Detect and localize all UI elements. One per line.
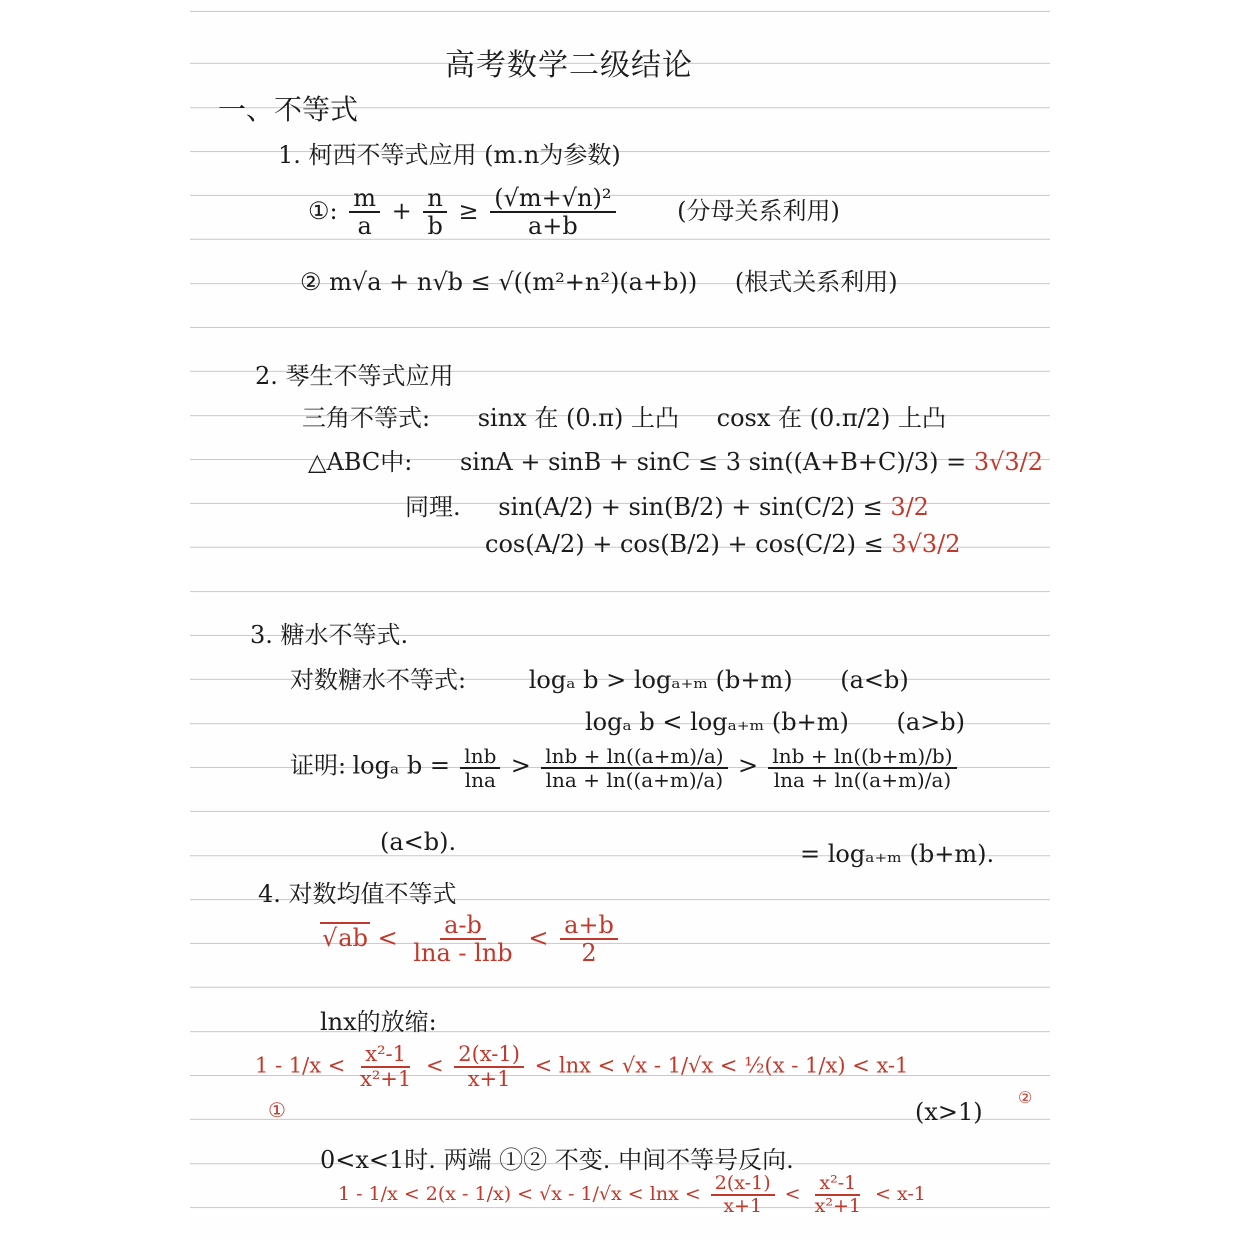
frac-num: 2(x-1) bbox=[711, 1173, 775, 1196]
circled-one-marker: ① bbox=[268, 1098, 286, 1122]
section-inequalities-label: 一、不等式 bbox=[218, 93, 359, 126]
frac-den: x²+1 bbox=[360, 1067, 412, 1092]
frac-den: b bbox=[427, 212, 443, 241]
frac-num: n bbox=[423, 185, 446, 213]
frac-num: lnb + ln((a+m)/a) bbox=[541, 745, 727, 769]
frac-num: lnb + ln((b+m)/b) bbox=[768, 745, 956, 769]
fraction-2xm1-xp1 bbox=[454, 1043, 524, 1091]
gt-sign: > bbox=[510, 751, 531, 780]
frac-den: lna + ln((a+m)/a) bbox=[545, 768, 724, 792]
proof-condition: (a<b). bbox=[380, 828, 457, 856]
triangle-label: △ABC中: bbox=[308, 448, 413, 476]
half-angle-cos-row bbox=[485, 530, 961, 558]
lnx-chain-2 bbox=[338, 1173, 926, 1217]
fraction-arith-mean bbox=[560, 912, 618, 967]
page-title: 高考数学二级结论 bbox=[445, 48, 693, 83]
reverse-note: 0<x<1时. 两端 ①② 不变. 中间不等号反向. bbox=[320, 1146, 794, 1174]
ge-sign: ≥ bbox=[458, 196, 479, 225]
sqrt-ab: √ ab bbox=[320, 922, 370, 952]
frac-den: 2 bbox=[581, 939, 597, 968]
cauchy-formula-2 bbox=[300, 262, 898, 297]
frac-num: a+b bbox=[560, 912, 618, 940]
half-cos-max: 3√3/2 bbox=[891, 530, 961, 558]
lnx-scaling-label: lnx的放缩: bbox=[320, 1008, 437, 1036]
lt-sign: < bbox=[784, 1182, 801, 1205]
frac-den: a+b bbox=[527, 212, 578, 241]
proof-row bbox=[290, 745, 961, 791]
circled-two-marker: ② bbox=[1018, 1088, 1033, 1107]
frac-den: lna - lnb bbox=[413, 939, 513, 968]
frac-den: x²+1 bbox=[814, 1194, 861, 1217]
cauchy-heading: 1. 柯西不等式应用 (m.n为参数) bbox=[278, 141, 621, 169]
fraction-x2m1-x2p1-b bbox=[811, 1173, 865, 1217]
cos-concave: cosx 在 (0.π/2) 上凸 bbox=[716, 404, 947, 432]
frac-num: 2(x-1) bbox=[454, 1043, 524, 1068]
lt-sign: < bbox=[377, 923, 398, 952]
frac-num: (√m+√n)² bbox=[490, 185, 615, 213]
fraction-cauchy-rhs bbox=[490, 185, 615, 240]
gt-sign: > bbox=[737, 751, 759, 780]
denominator-note: (分母关系利用) bbox=[677, 196, 840, 225]
formula-2-expr: m√a + n√b ≤ √((m²+n²)(a+b)) bbox=[329, 268, 698, 296]
fraction-m-over-a bbox=[349, 185, 380, 240]
sugar-water-heading: 3. 糖水不等式. bbox=[250, 621, 409, 649]
log-sugar-ineq-2: logₐ b < logₐ₊ₘ (b+m) bbox=[585, 708, 849, 736]
triangle-row bbox=[308, 442, 1043, 477]
frac-den: lna + ln((a+m)/a) bbox=[773, 768, 952, 792]
circled-two-label: ② bbox=[300, 268, 322, 296]
chain1-right: < lnx < √x - 1/√x < ½(x - 1/x) < x-1 bbox=[534, 1053, 909, 1078]
half-cos-sum: cos(A/2) + cos(B/2) + cos(C/2) ≤ bbox=[485, 530, 884, 558]
lt-sign: < bbox=[528, 923, 549, 952]
frac-num: lnb bbox=[460, 745, 500, 769]
fraction-proof-step-3 bbox=[768, 745, 956, 791]
frac-den: x+1 bbox=[723, 1194, 763, 1217]
proof-result: = logₐ₊ₘ (b+m). bbox=[800, 840, 995, 868]
condition-x-gt-1: (x>1) bbox=[915, 1098, 983, 1126]
log-sugar-row-2 bbox=[585, 708, 965, 736]
frac-num: x²-1 bbox=[361, 1043, 410, 1068]
sin-concave: sinx 在 (0.π) 上凸 bbox=[477, 404, 680, 432]
frac-num: m bbox=[349, 185, 380, 213]
triangle-sin-sum: sinA + sinB + sinC ≤ 3 sin((A+B+C)/3) = bbox=[459, 448, 967, 476]
chain2-end: < x-1 bbox=[875, 1182, 926, 1205]
trig-inequality-row bbox=[302, 398, 946, 433]
jensen-heading: 2. 琴生不等式应用 bbox=[255, 362, 454, 390]
chain1-left: 1 - 1/x < bbox=[255, 1053, 346, 1078]
notebook-page bbox=[190, 0, 1050, 1240]
half-sin-max: 3/2 bbox=[890, 493, 929, 521]
frac-num: x²-1 bbox=[815, 1173, 860, 1196]
log-sugar-ineq-1: logₐ b > logₐ₊ₘ (b+m) bbox=[528, 666, 793, 694]
chain2-left: 1 - 1/x < 2(x - 1/x) < √x - 1/√x < lnx < bbox=[338, 1182, 701, 1205]
frac-num: a-b bbox=[440, 912, 486, 940]
lnx-chain-1 bbox=[255, 1043, 908, 1091]
half-sin-sum: sin(A/2) + sin(B/2) + sin(C/2) ≤ bbox=[498, 493, 883, 521]
fraction-2xm1-xp1-b bbox=[711, 1173, 775, 1217]
same-reason-label: 同理. bbox=[405, 493, 461, 521]
log-mean-inequality bbox=[320, 912, 622, 967]
lt-sign: < bbox=[425, 1053, 444, 1078]
frac-den: lna bbox=[464, 768, 496, 792]
fraction-proof-step-2 bbox=[541, 745, 727, 791]
log-mean-heading: 4. 对数均值不等式 bbox=[258, 880, 457, 908]
frac-den: a bbox=[357, 212, 372, 241]
fraction-lnb-lna bbox=[460, 745, 500, 791]
condition-a-gt-b: (a>b) bbox=[896, 708, 965, 736]
triangle-sin-max: 3√3/2 bbox=[973, 448, 1044, 476]
frac-den: x+1 bbox=[467, 1067, 511, 1092]
proof-label: 证明: bbox=[290, 751, 347, 780]
condition-a-lt-b: (a<b) bbox=[840, 666, 909, 694]
half-angle-sin-row bbox=[405, 487, 929, 522]
trig-label: 三角不等式: bbox=[302, 404, 431, 432]
log-sugar-label: 对数糖水不等式: bbox=[290, 666, 467, 694]
cauchy-formula-1: ①: $\frac{m}{a}$ + $\frac{n}{b}$ ≥ $\frac{\text{(√m+√n)²}}{a+b}$ (分母关系利用) bbox=[308, 184, 840, 241]
log-sugar-row-1 bbox=[290, 660, 909, 695]
proof-lhs: logₐ b = bbox=[352, 751, 450, 780]
fraction-n-over-b bbox=[423, 185, 446, 240]
fraction-x2m1-x2p1 bbox=[356, 1043, 415, 1091]
radical-note: (根式关系利用) bbox=[734, 268, 898, 296]
fraction-log-mean bbox=[409, 912, 516, 967]
circled-one-label: ①: bbox=[308, 196, 338, 225]
